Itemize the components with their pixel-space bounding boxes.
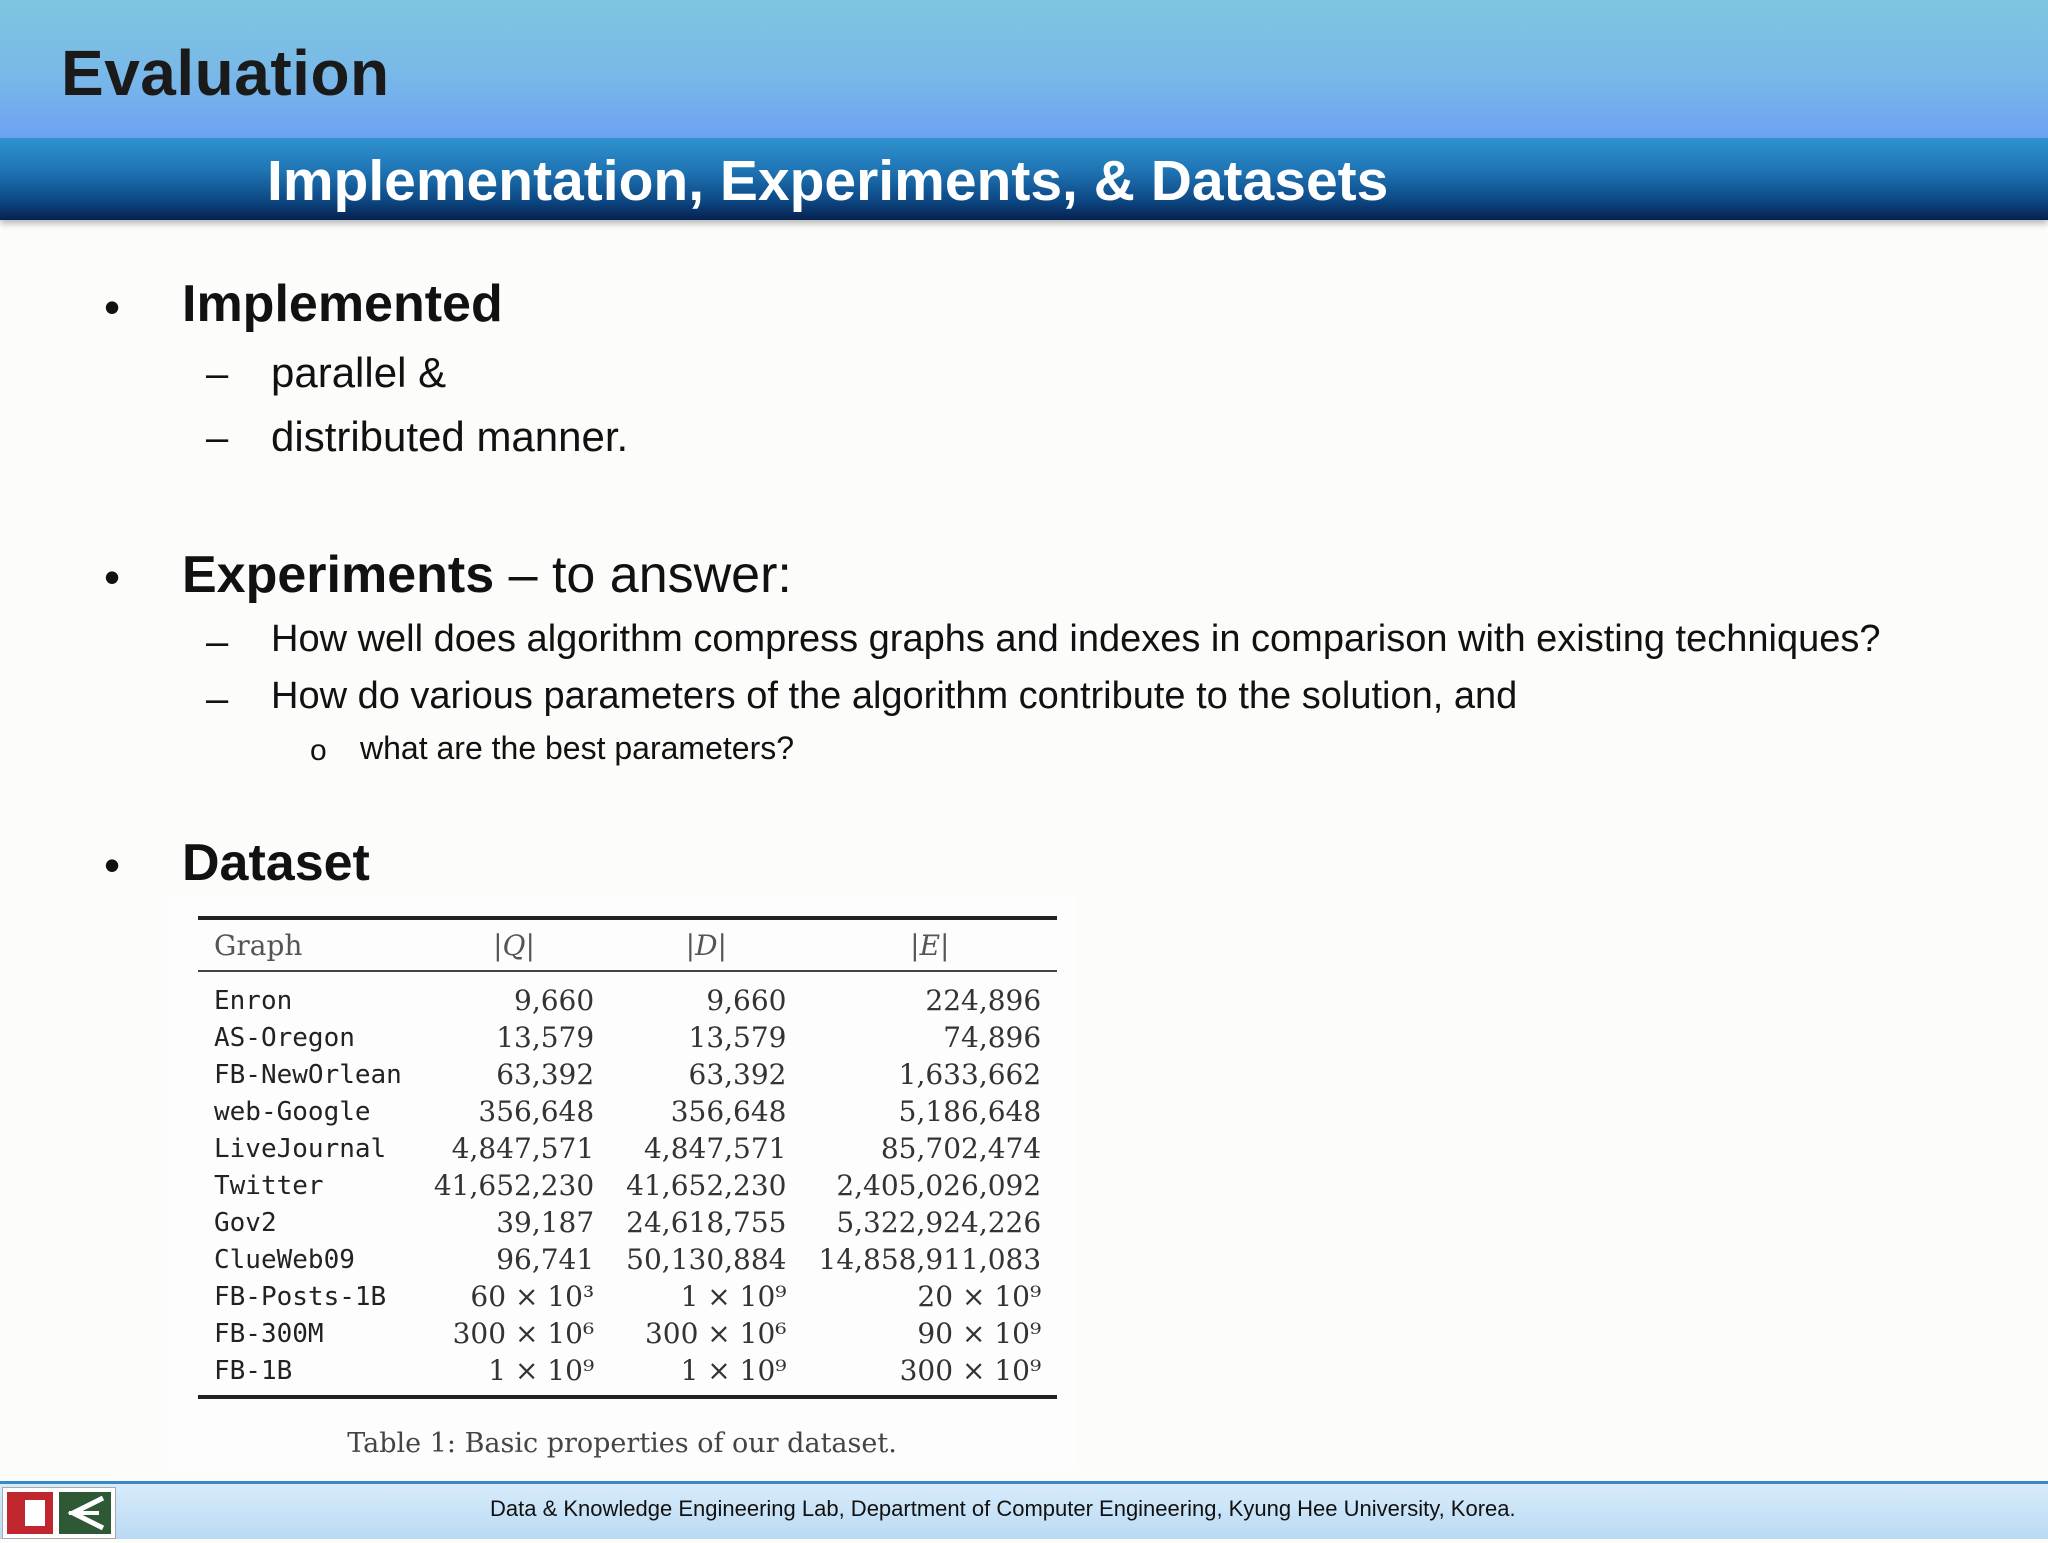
table-header-row — [198, 918, 1057, 971]
header-d: |D| — [610, 918, 802, 971]
experiments-item: How well does algorithm compress graphs and indexes in comparison with existing techniques? — [271, 618, 1881, 660]
graph-name-cell: AS-Oregon — [214, 1022, 355, 1053]
graph-name-cell: FB-300M — [214, 1318, 324, 1349]
implemented-heading: Implemented — [182, 275, 503, 333]
implemented-item: parallel & — [271, 349, 447, 396]
dash-marker: – — [206, 352, 229, 396]
table-row — [198, 1019, 1057, 1056]
value-cell: 41,652,230 — [433, 1169, 595, 1202]
experiments-item: How do various parameters of the algorithm contribute to the solution, and — [271, 675, 1518, 717]
value-cell: 85,702,474 — [880, 1132, 1042, 1165]
slide-subtitle: Implementation, Experiments, & Datasets — [267, 149, 1389, 213]
header-q: |Q| — [418, 918, 610, 971]
value-cell: 14,858,911,083 — [818, 1243, 1042, 1276]
table-row — [198, 1204, 1057, 1241]
value-cell: 41,652,230 — [626, 1169, 787, 1202]
graph-name-cell: Twitter — [214, 1170, 324, 1201]
dash-marker: – — [206, 620, 229, 664]
graph-name-cell: LiveJournal — [214, 1133, 387, 1164]
subtitle-bar — [0, 138, 2048, 220]
table-row — [198, 1241, 1057, 1278]
value-cell: 39,187 — [496, 1206, 595, 1239]
value-cell: 300 × 10⁶ — [644, 1317, 787, 1350]
dataset-heading: Dataset — [182, 834, 370, 892]
table-row — [198, 1093, 1057, 1130]
value-cell: 50,130,884 — [626, 1243, 787, 1276]
graph-name-cell: FB-NewOrlean — [214, 1059, 402, 1090]
value-cell: 9,660 — [514, 984, 595, 1017]
value-cell: 74,896 — [943, 1021, 1042, 1054]
value-cell: 60 × 10³ — [470, 1280, 595, 1313]
value-cell: 300 × 10⁶ — [452, 1317, 595, 1350]
value-cell: 356,648 — [670, 1095, 787, 1128]
dash-marker: – — [206, 416, 229, 460]
value-cell: 13,579 — [688, 1021, 787, 1054]
table-row — [198, 1352, 1057, 1397]
experiments-suffix: – to answer: — [494, 546, 792, 604]
value-cell: 4,847,571 — [451, 1132, 595, 1165]
circle-marker: o — [310, 734, 327, 767]
graph-name-cell: FB-1B — [198, 1352, 418, 1397]
bullet-marker: • — [104, 839, 121, 891]
footer-text: Data & Knowledge Engineering Lab, Department of Computer Engineering, Kyung Hee University, Korea. — [490, 1496, 1516, 1521]
bullet-marker: • — [104, 281, 121, 333]
header-e: |E| — [803, 918, 1058, 971]
graph-name-cell: web-Google — [214, 1096, 371, 1127]
value-cell: 96,741 — [496, 1243, 595, 1276]
graph-name-cell: Enron — [214, 985, 293, 1016]
table-row — [198, 1278, 1057, 1315]
dataset-table — [198, 916, 1057, 1399]
dash-marker: – — [206, 677, 229, 721]
experiments-subitem: what are the best parameters? — [360, 730, 795, 766]
implemented-item: distributed manner. — [271, 413, 629, 460]
value-cell: 13,579 — [496, 1021, 595, 1054]
value-cell: 9,660 — [706, 984, 787, 1017]
value-cell: 224,896 — [925, 984, 1042, 1017]
title-bar — [0, 0, 2048, 138]
table-row — [198, 1056, 1057, 1093]
value-cell: 63,392 — [496, 1058, 595, 1091]
value-cell: 5,322,924,226 — [836, 1206, 1042, 1239]
value-cell: 1 × 10⁹ — [610, 1352, 802, 1397]
table-row — [198, 971, 1057, 1019]
table-caption: Table 1: Basic properties of our dataset. — [347, 1428, 897, 1459]
table-row — [198, 1130, 1057, 1167]
value-cell: 24,618,755 — [626, 1206, 787, 1239]
lab-logo — [2, 1487, 116, 1539]
value-cell: 5,186,648 — [898, 1095, 1042, 1128]
dataset-table-figure — [168, 896, 1076, 1470]
value-cell: 356,648 — [478, 1095, 595, 1128]
value-cell: 4,847,571 — [643, 1132, 787, 1165]
footer — [0, 1481, 2048, 1539]
value-cell: 63,392 — [688, 1058, 787, 1091]
bullet-marker: • — [104, 551, 121, 603]
table-row — [198, 1167, 1057, 1204]
slide-title: Evaluation — [61, 37, 390, 109]
value-cell: 2,405,026,092 — [836, 1169, 1042, 1202]
graph-name-cell: FB-Posts-1B — [214, 1281, 387, 1312]
table-row — [198, 1315, 1057, 1352]
value-cell: 300 × 10⁹ — [803, 1352, 1058, 1397]
experiments-heading: Experiments – to answer: — [182, 546, 792, 604]
header-graph: Graph — [198, 918, 418, 971]
value-cell: 20 × 10⁹ — [917, 1280, 1042, 1313]
value-cell: 90 × 10⁹ — [917, 1317, 1042, 1350]
graph-name-cell: Gov2 — [214, 1207, 277, 1238]
value-cell: 1 × 10⁹ — [418, 1352, 610, 1397]
value-cell: 1,633,662 — [898, 1058, 1042, 1091]
value-cell: 1 × 10⁹ — [680, 1280, 787, 1313]
graph-name-cell: ClueWeb09 — [214, 1244, 355, 1275]
